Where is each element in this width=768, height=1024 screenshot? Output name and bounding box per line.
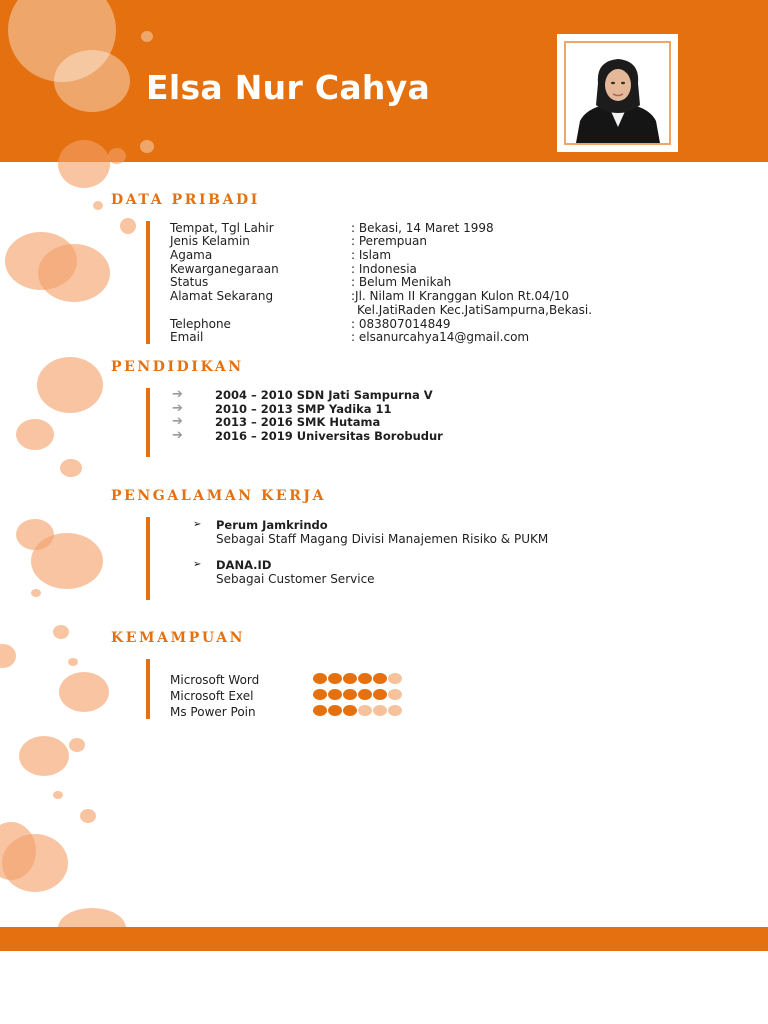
- decorative-bubble: [31, 589, 41, 597]
- section-title-kemampuan: KEMAMPUAN: [111, 630, 246, 646]
- skill-dot-filled: [373, 673, 387, 684]
- skill-dot-filled: [313, 689, 327, 700]
- education-item: 2004 – 2010 SDN Jati Sampurna V: [215, 388, 433, 402]
- personal-value: : Belum Menikah: [351, 275, 452, 289]
- decorative-bubble: [0, 644, 16, 668]
- skill-dot-empty: [388, 673, 402, 684]
- section-title-pengalaman-kerja: PENGALAMAN KERJA: [111, 488, 327, 504]
- section-bar: [146, 221, 150, 344]
- work-company: Perum Jamkrindo: [216, 518, 328, 532]
- skill-dot-filled: [358, 673, 372, 684]
- decorative-bubble: [53, 791, 63, 799]
- personal-value: :Jl. Nilam II Kranggan Kulon Rt.04/10: [351, 289, 570, 303]
- decorative-bubble: [37, 357, 103, 413]
- section-title-data-pribadi: DATA PRIBADI: [111, 192, 260, 208]
- personal-label: Kewarganegaraan: [170, 262, 279, 276]
- personal-label: Email: [170, 330, 204, 344]
- profile-photo: [557, 34, 678, 152]
- education-item: 2016 – 2019 Universitas Borobudur: [215, 429, 443, 443]
- skill-dot-filled: [343, 673, 357, 684]
- skill-dot-empty: [358, 705, 372, 716]
- footer-band: [0, 927, 768, 951]
- education-item: 2013 – 2016 SMK Hutama: [215, 415, 381, 429]
- section-bar: [146, 659, 150, 719]
- arrow-right-icon: ➔: [172, 401, 183, 416]
- skill-dot-empty: [388, 689, 402, 700]
- education-item: 2010 – 2013 SMP Yadika 11: [215, 402, 392, 416]
- decorative-bubble: [80, 809, 96, 823]
- skill-rating: [313, 705, 402, 716]
- skill-dot-empty: [373, 705, 387, 716]
- personal-label: Agama: [170, 248, 213, 262]
- personal-label: Telephone: [170, 317, 231, 331]
- decorative-bubble: [54, 50, 130, 112]
- personal-value: : Islam: [351, 248, 392, 262]
- skill-dot-empty: [388, 705, 402, 716]
- arrow-right-icon: ➔: [172, 387, 183, 402]
- skill-dot-filled: [328, 673, 342, 684]
- personal-value: : Perempuan: [351, 234, 427, 248]
- skill-dot-filled: [313, 705, 327, 716]
- personal-label: Alamat Sekarang: [170, 289, 274, 303]
- work-role: Sebagai Customer Service: [216, 572, 375, 586]
- personal-label: Jenis Kelamin: [170, 234, 250, 248]
- skill-dot-filled: [313, 673, 327, 684]
- work-role: Sebagai Staff Magang Divisi Manajemen Risiko & PUKM: [216, 532, 549, 546]
- decorative-bubble: [141, 31, 153, 42]
- decorative-bubble: [108, 148, 126, 164]
- skill-dot-filled: [343, 705, 357, 716]
- personal-value: : elsanurcahya14@gmail.com: [351, 330, 530, 344]
- skill-dot-filled: [343, 689, 357, 700]
- personal-label: Tempat, Tgl Lahir: [170, 221, 274, 235]
- skill-name: Microsoft Word: [170, 673, 260, 687]
- decorative-bubble: [58, 140, 110, 188]
- skill-dot-filled: [373, 689, 387, 700]
- personal-label: Status: [170, 275, 209, 289]
- decorative-bubble: [140, 140, 154, 153]
- person-portrait-icon: [564, 41, 671, 145]
- decorative-bubble: [19, 736, 69, 776]
- decorative-bubble: [69, 738, 85, 752]
- personal-value-continued: Kel.JatiRaden Kec.JatiSampurna,Bekasi.: [357, 303, 593, 317]
- arrow-right-icon: ➔: [172, 428, 183, 443]
- decorative-bubble: [120, 218, 136, 234]
- decorative-bubble: [31, 533, 103, 589]
- decorative-bubble: [60, 459, 82, 477]
- section-bar: [146, 517, 150, 600]
- decorative-bubble: [2, 834, 68, 892]
- personal-value: : Indonesia: [351, 262, 417, 276]
- decorative-bubble: [38, 244, 110, 302]
- skill-rating: [313, 673, 402, 684]
- candidate-name: Elsa Nur Cahya: [146, 68, 431, 107]
- skill-rating: [313, 689, 402, 700]
- personal-value: : 083807014849: [351, 317, 451, 331]
- bullet-arrow-icon: ➢: [193, 519, 202, 530]
- skill-dot-filled: [358, 689, 372, 700]
- bullet-arrow-icon: ➢: [193, 559, 202, 570]
- section-bar: [146, 388, 150, 457]
- decorative-bubble: [68, 658, 78, 666]
- skill-dot-filled: [328, 689, 342, 700]
- personal-value: : Bekasi, 14 Maret 1998: [351, 221, 494, 235]
- portrait-svg: [566, 43, 669, 143]
- skill-name: Ms Power Poin: [170, 705, 256, 719]
- decorative-bubble: [93, 201, 103, 210]
- decorative-bubble: [16, 419, 54, 450]
- decorative-bubble: [59, 672, 109, 712]
- decorative-bubble: [53, 625, 69, 639]
- section-title-pendidikan: PENDIDIKAN: [111, 359, 244, 375]
- skill-name: Microsoft Exel: [170, 689, 254, 703]
- work-company: DANA.ID: [216, 558, 272, 572]
- arrow-right-icon: ➔: [172, 414, 183, 429]
- skill-dot-filled: [328, 705, 342, 716]
